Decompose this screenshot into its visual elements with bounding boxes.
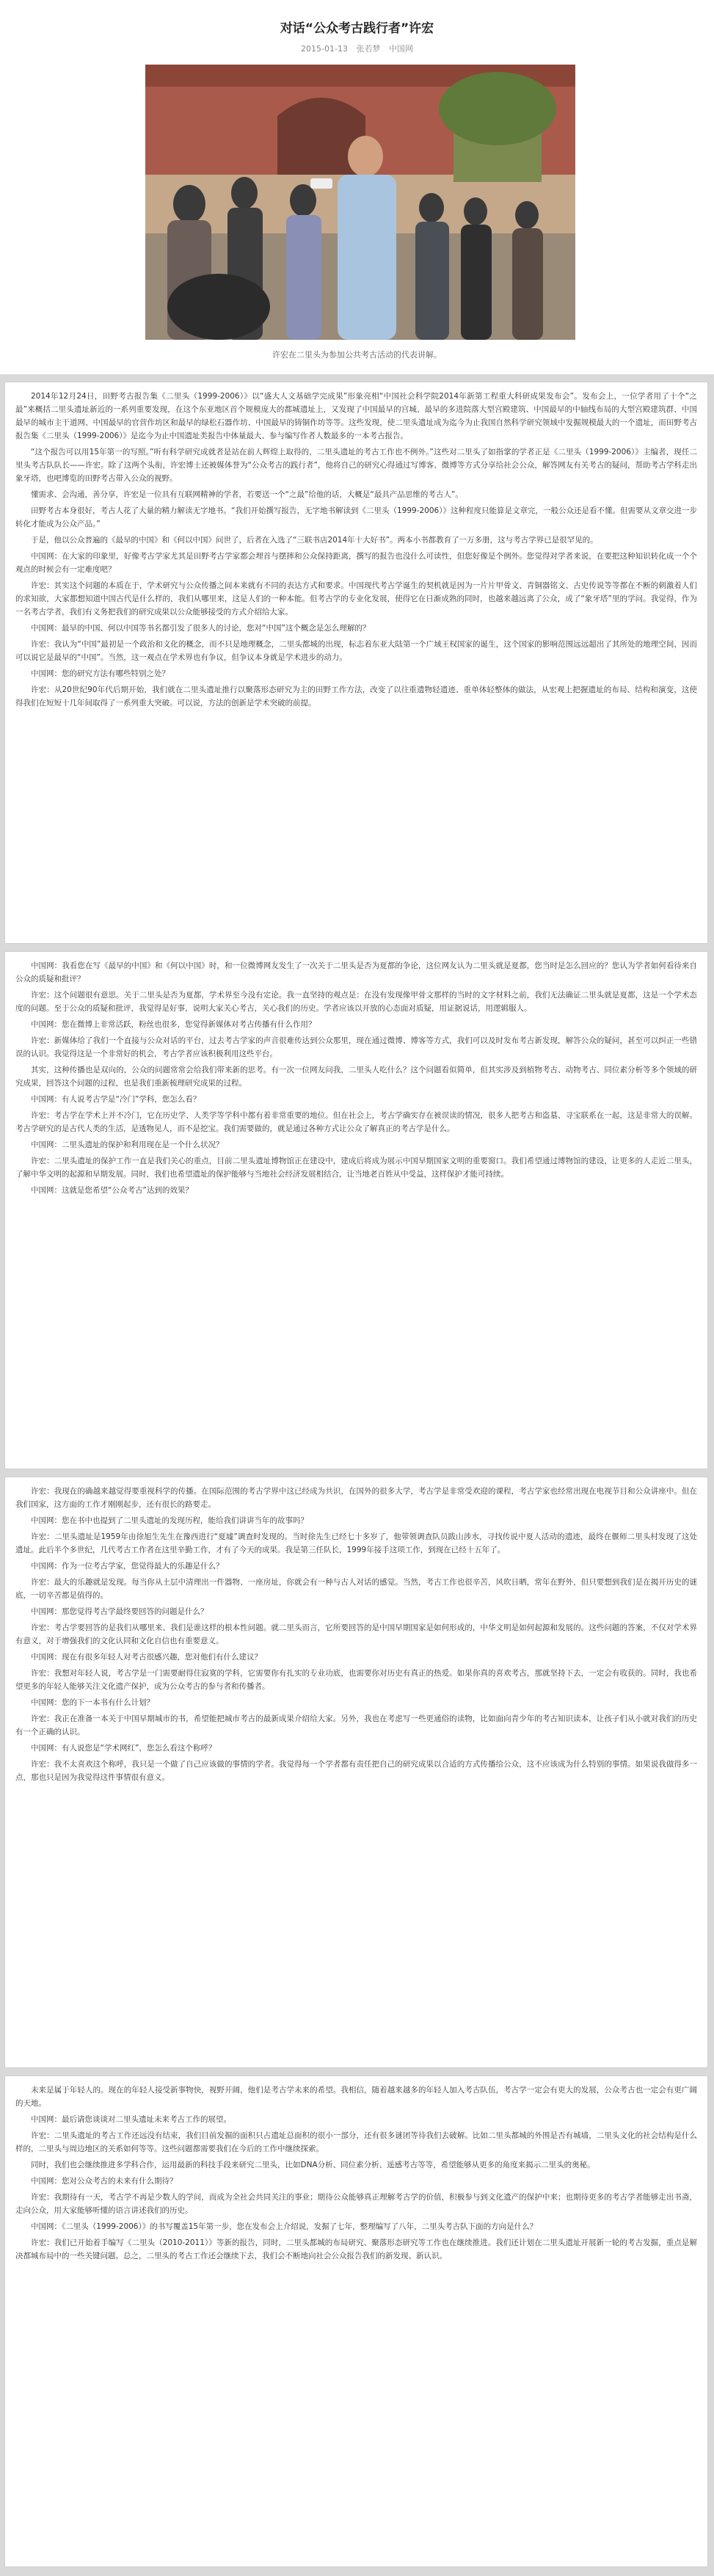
article-section-1 [4,382,708,944]
paragraph: 许宏：我想对年轻人说，考古学是一门需要耐得住寂寞的学科，它需要你有扎实的专业功底，也需要你对历史有真正的热爱。如果你真的喜欢考古，那就坚持下去，一定会有收获的。同时，我也希望更多的年轻人能够关注文化遗产保护，成为公众考古的参与者和传播者。 [15,1669,697,1691]
paragraph: 许宏：我现在的确越来越觉得要重视科学的传播。在国际范围的考古学界中这已经成为共识，在国外的很多大学，考古学是非常受欢迎的课程，考古学家也经常出现在电视节目和公众讲座中。但在我们国家，这方面的工作才刚刚起步，还有很长的路要走。 [15,1487,697,1509]
paragraph: 中国网：最早的中国、何以中国等书名都引发了很多人的讨论，您对“中国”这个概念是怎么理解的？ [31,624,371,633]
paragraph: 未来是属于年轻人的。现在的年轻人接受新事物快，视野开阔，他们是考古学未来的希望。我相信，随着越来越多的年轻人加入考古队伍，考古学一定会有更大的发展，公众考古也一定会有更广阔的天地。 [15,2086,697,2108]
paragraph: 许宏：我们已开始着手编写《二里头（2010-2011）》等新的报告，同时，二里头都城的布局研究、聚落形态研究等工作也在继续推进。我们还计划在二里头遗址开展新一轮的考古发掘，重点是解决都城布局中的一些关键问题。总之，二里头的考古工作还会继续下去，我们会不断地向社会公众报告我们的新发现、新认识。 [15,2238,697,2260]
paragraph: 许宏：这个问题很有意思。关于二里头是否为夏都，学术界至今没有定论。我一直坚持的观点是：在没有发现像甲骨文那样的当时的文字材料之前，我们无法确证二里头就是夏都，这是一个学术态度的问题。至于公众的质疑和批评，我觉得是好事，说明大家关心考古，关心我们的历史。学者应该以开放的心态面对质疑，用证据说话，用逻辑服人。 [15,991,697,1013]
paragraph: 许宏：二里头遗址是1959年由徐旭生先生在豫西进行“夏墟”调查时发现的。当时徐先生已经七十多岁了，他带领调查队员跋山涉水，寻找传说中夏人活动的遗迹，最终在偃师二里头村发现了这处遗址。此后半个多世纪，几代考古工作者在这里辛勤工作，才有了今天的成果。我是第三任队长，1999年接手这项工作，到现在已经十五年了。 [15,1532,697,1554]
author-name: 张若梦 [356,44,381,54]
paragraph: 许宏：其实这个问题的本质在于，学术研究与公众传播之间本来就有不同的表达方式和要求。中国现代考古学诞生的契机就是因为一片片甲骨文、青铜器铭文、古史传说等等都在不断的刺激着人们的求知欲，大家都想知道中国古代是什么样的，我们从哪里来，这是人们的一种本能。但考古学的专业化发展，使得它在日渐成熟的同时，也越来越远离了公众，成了“象牙塔”里的学问。我觉得，作为一名考古学者，我们有义务把我们的研究成果以公众能够接受的方式介绍给大家。 [15,581,697,616]
paragraph: 许宏：我认为“中国”最初是一个政治和文化的概念，而不只是地理概念，二里头都城的出现，标志着东亚大陆第一个广域王权国家的诞生，这个国家的影响范围远远超出了其所处的地理空间，因而可以说它是最早的“中国”。当然，这一观点在学术界也有争议，但争议本身就是学术进步的动力。 [15,640,697,662]
source-name[interactable]: 中国网 [388,44,413,54]
paragraph: 许宏：考古学在学术上并不冷门，它在历史学、人类学等学科中都有着非常重要的地位。但在社会上，考古学确实存在被误读的情况，很多人把考古和盗墓、寻宝联系在一起，这是非常大的误解。考古学研究的是古代人类的生活，是透物见人，而不是挖宝。我们需要做的，就是通过各种方式让公众了解真正的考古学是什么。 [15,1111,697,1133]
paragraph: 田野考古本身很好，考古人花了大量的精力解读无字地书。“我们开始撰写报告，无字地书解读到《二里头（1999-2006）》这种程度只能算是文章完，一般公众还是看不懂。但需要从文章交进一步转化才能成为公众产品。” [15,506,697,528]
article-photo [145,65,575,340]
paragraph: 2014年12月24日，田野考古报告集《二里头（1999-2006）》以“盛大人文基础学完成果”形象亮相“中国社会科学院2014年新第工程重大科研成果发布会”。发布会上，一位学者用了十个“之最”来概括二里头遗址新近的一系列重要发现，在这个东亚地区首个规模庞大的都城遗址上，又发现了中国最早的宫城、最早的多进院落大型宫殿建筑、中国最早的中轴线布局的大型宫殿建筑群、中国最早的城市主干道网、中国最早的官营作坊区和最早的绿松石器作坊、中国最早的铸铜作坊等等。这些发现，使二里头遗址成为迄今为止我国自然科学研究领域中发掘规模最大的一个遗址，而田野考古报告集《二里头（1999-2006）》是迄今为止中国遗址类报告中体量最大、参与编写作者人数最多的一本考古报告。 [15,392,697,440]
paragraph: 许宏：新媒体给了我们一个直接与公众对话的平台，过去考古学家的声音很难传达到公众那里，现在通过微博、博客等方式，我们可以及时发布考古新发现，解答公众的疑问，甚至可以纠正一些错误的认识。我觉得这是一个非常好的机会，考古学者应该积极利用这些平台。 [15,1036,697,1058]
paragraph: 许宏：二里头遗址的考古工作还远没有结束，我们目前发掘的面积只占遗址总面积的很小一部分，还有很多谜团等待我们去破解。比如二里头都城的外围是否有城墙，二里头文化的社会结构是什么样的，二里头与周边地区的关系如何等等。这些问题都需要我们在今后的工作中继续探索。 [15,2131,697,2153]
paragraph: 许宏：最大的乐趣就是发现。每当你从土层中清理出一件器物、一座房址，你就会有一种与古人对话的感觉。当然，考古工作也很辛苦，风吹日晒，常年在野外，但只要想到我们是在揭开历史的谜底，一切辛苦都是值得的。 [15,1578,697,1600]
article-header-area [0,0,714,374]
photo-illustration [145,65,575,340]
paragraph: 中国网：您在微博上非常活跃，粉丝也很多，您觉得新媒体对考古传播有什么作用？ [31,1020,316,1029]
article-meta [0,43,714,54]
paragraph: 中国网：有人说您是“学术网红”，您怎么看这个称呼？ [31,1744,216,1753]
paragraph: 中国网：最后请您谈谈对二里头遗址未来考古工作的展望。 [31,2115,231,2124]
paragraph: 许宏：从20世纪90年代后期开始，我们就在二里头遗址推行以聚落形态研究为主的田野工作方法，改变了以往重遗物轻遗迹、重单体轻整体的做法，从宏观上把握遗址的布局、结构和演变，这使得我们在短短十几年间取得了一系列重大突破。可以说，方法的创新是学术突破的前提。 [15,685,697,707]
paragraph: 许宏：二里头遗址的保护工作一直是我们关心的重点，目前二里头遗址博物馆正在建设中，建成后将成为展示中国早期国家文明的重要窗口。我们希望通过博物馆的建设，让更多的人走近二里头，了解中华文明的起源和早期发展。同时，我们也希望遗址的保护能够与当地社会经济发展相结合，让当地老百姓从中受益，这样保护才能可持续。 [15,1157,697,1179]
paragraph: 中国网：《二里头（1999-2006）》的书写覆盖15年第一步，您在发布会上介绍说，发掘了七年，整理编写了八年，二里头考古队下面的方向是什么？ [31,2222,538,2231]
paragraph: 中国网：作为一位考古学家，您觉得最大的乐趣是什么？ [31,1562,224,1571]
article-title: 对话“公众考古践行者”许宏 [280,21,434,36]
paragraph: 中国网：您对公众考古的未来有什么期待？ [31,2177,178,2186]
paragraph: 中国网：那您觉得考古学最终要回答的问题是什么？ [31,1607,208,1616]
paragraph: 同时，我们也会继续推进多学科合作，运用最新的科技手段来研究二里头，比如DNA分析、同位素分析、遥感考古等等，希望能够从更多的角度来揭示二里头的奥秘。 [31,2161,595,2169]
paragraph: 中国网：在大家的印象里，好像考古学家尤其是田野考古学家都会埋首与摆摔和公众保持距离，撰写的报告也没什么可读性，但您好像是个例外。您觉得对学者来说，在要把这种知识转化成一个个观点的时候会有一定难度吧？ [15,552,697,574]
article-section-4 [4,2075,708,2567]
paragraph: 中国网：有人说考古学是“冷门”学科，您怎么看？ [31,1095,201,1104]
paragraph: 中国网：您的研究方法有哪些特别之处？ [31,669,170,678]
article-section-3 [4,1477,708,2068]
paragraph: 中国网：二里头遗址的保护和利用现在是一个什么状况？ [31,1140,224,1149]
paragraph: 许宏：考古学要回答的是我们从哪里来、我们是谁这样的根本性问题。就二里头而言，它所要回答的是中国早期国家是如何形成的，中华文明是如何起源和发展的。这些问题的答案，不仅对学术界有意义，对于增强我们的文化认同和文化自信也有重要意义。 [15,1623,697,1645]
photo-caption: 许宏在二里头为参加公共考古活动的代表讲解。 [272,350,442,360]
paragraph: “这个报告可以用15年第一的写照。”听有科学研究成就者是站在前人辉煌上取得的，二里头遗址的考古工作也不例外。”这些对二里头了如指掌的学者正是《二里头（1999-2006）》主编者，现任二里头考古队队长——许宏。除了这两个头衔，许宏博士还被媒体誉为“公众考古的践行者”，他将自己的研究心得通过写博客、微博等方式分享给社会公众，解答网友有关考古的疑问，帮助考古学科走出象牙塔，也吧博览的田野考古带入公众的视野。 [15,448,697,483]
paragraph: 许宏：我不太喜欢这个称呼，我只是一个做了自己应该做的事情的学者。我觉得每一个学者都有责任把自己的研究成果以合适的方式传播给公众，这不应该成为什么特别的事情。如果说我做得多一点，那也只是因为我觉得这件事情很有意义。 [15,1760,697,1782]
paragraph: 懂需求、会沟通，善分享，许宏是一位具有互联网精神的学者，若要送一个“之最”给他的话，大概是“最具产品思维的考古人”。 [31,490,463,499]
paragraph: 中国网：我看您在写《最早的中国》和《何以中国》时，和一位微博网友发生了一次关于二里头是否为夏都的争论，这位网友认为二里头就是夏都，您当时是怎么回应的？您认为学者如何看待来自公众的质疑和批评？ [15,961,697,983]
paragraph: 于是，他以公众普遍的《最早的中国》和《何以中国》问世了，后者在入选了“三联书店2014年十大好书”。两本小书都教育了一万多册，这与考古学界已是很罕见的。 [31,536,598,545]
paragraph: 中国网：现在有很多年轻人对考古很感兴趣，您对他们有什么建议？ [31,1653,262,1662]
paragraph: 中国网：您的下一本书有什么计划？ [31,1698,154,1707]
paragraph: 许宏：我期待有一天，考古学不再是少数人的学问，而成为全社会共同关注的事业；期待公众能够真正理解考古学的价值，积极参与到文化遗产的保护中来；也期待更多的考古学者能够走出书斋，走向公众，用大家能够听懂的语言讲述我们的历史。 [15,2193,697,2215]
paragraph: 中国网：这就是您希望“公众考古”达到的效果？ [31,1186,193,1195]
publish-date: 2015-01-13 [301,44,348,54]
paragraph: 其实，这种传播也是双向的，公众的问题常常会给我们带来新的思考。有一次一位网友问我，二里头人吃什么？这个问题看似简单，但其实涉及到植物考古、动物考古、同位素分析等多个领域的研究成果，回答这个问题的过程，也是我们重新梳理研究成果的过程。 [15,1066,697,1088]
article-section-2 [4,951,708,1469]
paragraph: 中国网：您在书中也提到了二里头遗址的发现历程，能给我们讲讲当年的故事吗？ [31,1516,308,1525]
paragraph: 许宏：我正在准备一本关于中国早期城市的书，希望能把城市考古的最新成果介绍给大家。另外，我也在考虑写一些更通俗的读物，比如面向青少年的考古知识读本，让孩子们从小就对我们的历史有一个正确的认识。 [15,1714,697,1736]
